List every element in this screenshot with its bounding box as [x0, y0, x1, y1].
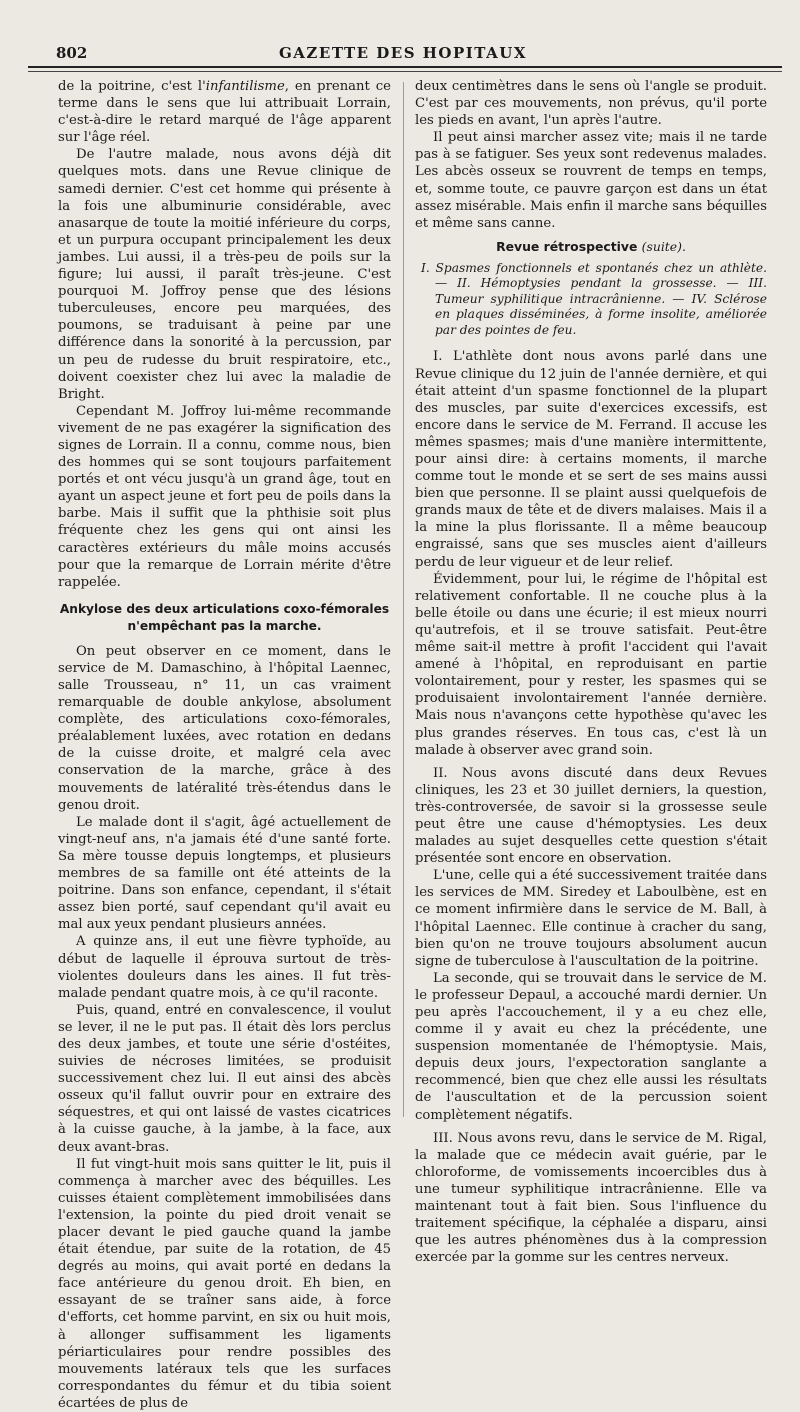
paragraph: deux centimètres dans le sens où l'angle se produit. C'est par ces mouvements, non prévus, qu'il porte les pieds en avant, l'un après l'autre. [415, 79, 767, 129]
paragraph: I. L'athlète dont nous avons parlé dans une Revue clinique du 12 juin de l'année dernière, et qui était atteint d'un spasme fonctionnel de la plupart des muscles, par suite d'exercices excessifs, est encore dans le service de M. Ferrand. Il accuse les mêmes spasmes; mais d'une manière intermittente, pour ainsi dire: à certains moments, il marche comme tout le monde et se sert de ses mains aussi bien que personne. Il se plaint aussi quelquefois de grands maux de tête et de divers malaises. Mais il a la mine la plus florissante. Il a même beaucoup engraissé, sans que ses muscles aient d'ailleurs perdu de leur vigueur et de leur relief. [415, 349, 767, 570]
paragraph: Puis, quand, entré en convalescence, il voulut se lever, il ne le put pas. Il était dès lors perclus des deux jambes, et toute une série d'ostéites, suivies de nécroses limitées, se produisit successivement chez lui. Il eut ainsi des abcès osseux qu'il fallut ouvrir pour en extraire des séquestres, et qui ont laissé de vastes cicatrices à la cuisse gauche, à la jambe, à la face, aux deux avant-bras. [58, 1002, 391, 1155]
paragraph: De l'autre malade, nous avons déjà dit quelques mots. dans une Revue clinique de samedi dernier. C'est cet homme qui présente à la fois une albuminurie considérable, avec anasarque de toute la moitié inférieure du corps, et un purpura occupant principalement les deux jambes. Lui aussi, il a très-peu de poils sur la figure; lui aussi, il paraît très-jeune. C'est pourquoi M. Joffroy pense que des lésions tuberculeuses, encore peu marquées, des poumons, se traduisant à peine par une différence dans la sonorité à la percussion, par un peu de rudesse du bruit respiratoire, etc., doivent coexister chez lui avec la maladie de Bright. [58, 147, 391, 402]
page-number: 802 [56, 44, 88, 62]
section-heading: Revue rétrospective (suite). [496, 238, 686, 254]
paragraph: La seconde, qui se trouvait dans le service de M. le professeur Depaul, a accouché mardi dernier. Un peu après l'accouchement, il y a eu chez elle, comme il y avait eu chez la précédente, une suspension momentanée de l'hémoptysie. Mais, depuis deux jours, l'expectoration sanglante a recommencé, bien que chez elle aussi les résultats de l'auscultation et de la percussion soient complètement négatifs. [415, 970, 767, 1123]
column-divider [403, 82, 404, 1117]
paragraph: Le malade dont il s'agit, âgé actuellement de vingt-neuf ans, n'a jamais été d'une santé forte. Sa mère tousse depuis longtemps, et plusieurs membres de sa famille ont été atteints de la poitrine. Dans son enfance, cependant, il s'était assez bien porté, sauf cependant qu'il avait eu mal aux yeux pendant plusieurs années. [58, 814, 391, 933]
paragraph: de la poitrine, c'est l'infantilisme, en prenant ce terme dans le sens que lui attribuait Lorrain, c'est-à-dire le retard marqué de l'âge apparent sur l'âge réel. [58, 79, 391, 146]
left-column [58, 78, 391, 1412]
page-header [26, 44, 780, 68]
section-summary: I. Spasmes fonctionnels et spontanés chez un athlète. — II. Hémoptysies pendant la grossesse. — III. Tumeur syphilitique intracrânienne. — IV. Sclérose en plaques disséminées, à forme insolite, améliorée par des pointes de feu. [421, 260, 767, 337]
paragraph: Il fut vingt-huit mois sans quitter le lit, puis il commença à marcher avec des béquilles. Les cuisses étaient complètement immobilisées dans l'extension, la pointe du pied droit venait se placer devant le pied gauche quand la jambe était étendue, par suite de la rotation, de 45 degrés au moins, qui avait porté en dedans la face antérieure du genou droit. Eh bien, en essayant de se traîner sans aide, à force d'efforts, cet homme parvint, en six ou huit mois, à allonger suffisamment les ligaments périarticulaires pour rendre possibles des mouvements latéraux tels que les surfaces correspondantes du fémur et du tibia soient écartées de plus de [58, 1156, 391, 1411]
paragraph: Il peut ainsi marcher assez vite; mais il ne tarde pas à se fatiguer. Ses yeux sont redevenus malades. Les abcès osseux se rouvrent de temps en temps, et, somme toute, ce pauvre garçon est dans un état assez misérable. Mais enfin il marche sans béquilles et même sans canne. [415, 130, 767, 231]
paragraph: III. Nous avons revu, dans le service de M. Rigal, la malade que ce médecin avait guérie, par le chloroforme, de vomissements incoercibles dus à une tumeur syphilitique intracrânienne. Elle va maintenant tout à fait bien. Sous l'influence du traitement spécifique, la céphalée a disparu, ainsi que les autres phénomènes dus à la compression exercée par la gomme sur les centres nerveux. [415, 1130, 767, 1266]
header-rule-thin [28, 71, 782, 72]
article-title: Ankylose des deux articulations coxo-fémorales n'empêchant pas la marche. [59, 601, 390, 633]
paragraph: L'une, celle qui a été successivement traitée dans les services de MM. Siredey et Laboulbène, est en ce moment infirmière dans le service de M. Ball, à l'hôpital Laennec. Elle continue à cracher du sang, bien qu'on ne trouve toujours absolument aucun signe de tuberculose à l'auscultation de la poitrine. [415, 868, 767, 969]
paragraph: A quinze ans, il eut une fièvre typhoïde, au début de laquelle il éprouva surtout de très-violentes douleurs dans les aines. Il fut très-malade pendant quatre mois, à ce qu'il raconte. [58, 934, 391, 1001]
paragraph: II. Nous avons discuté dans deux Revues cliniques, les 23 et 30 juillet derniers, la question, très-controversée, de savoir si la grossesse seule peut être une cause d'hémoptysies. Les deux malades au sujet desquelles cette question s'était présentée sont encore en observation. [415, 765, 767, 867]
right-column [415, 78, 767, 1266]
header-rule-thick [28, 66, 782, 68]
paragraph: On peut observer en ce moment, dans le service de M. Damaschino, à l'hôpital Laennec, salle Trousseau, n° 11, un cas vraiment remarquable de double ankylose, absolument complète, des articulations coxo-fémorales, préalablement luxées, avec rotation en dedans de la cuisse droite, et malgré cela avec conservation de la marche, grâce à des mouvements de latéralité très-étendus dans le genou droit. [58, 643, 391, 813]
paragraph: Cependant M. Joffroy lui-même recommande vivement de ne pas exagérer la signification des signes de Lorrain. Il a connu, comme nous, bien des hommes qui se sont toujours parfaitement portés et ont vécu jusqu'à un grand âge, tout en ayant un aspect jeune et fort peu de poils dans la barbe. Mais il suffit que la phthisie soit plus fréquente chez les gens qui ont ainsi les caractères extérieurs du mâle moins accusés pour que la remarque de Lorrain mérite d'être rappelée. [58, 403, 391, 590]
journal-title: GAZETTE DES HOPITAUX [278, 44, 527, 62]
paragraph: Évidemment, pour lui, le régime de l'hôpital est relativement confortable. Il ne couche plus à la belle étoile ou dans une écurie; il est mieux nourri qu'autrefois, et il se trouve satisfait. Peut-être même sait-il mettre à profit l'accident qui l'avait amené à l'hôpital, en reproduisant en partie volontairement, pour y rester, les spasmes qui se produisaient involontairement l'année dernière. Mais nous n'avançons cette hypothèse qu'avec les plus grandes réserves. En tous cas, c'est là un malade à observer avec grand soin. [415, 571, 767, 758]
